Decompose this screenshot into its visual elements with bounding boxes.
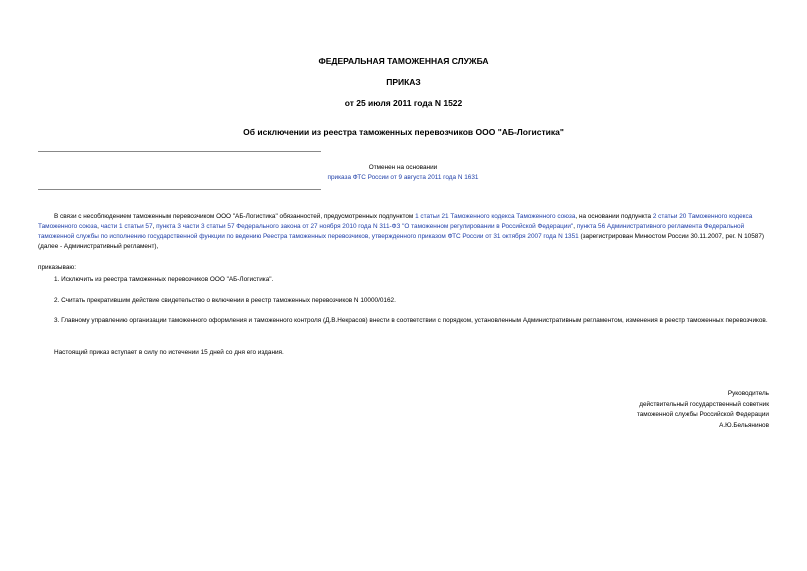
signature-block: [637, 389, 769, 431]
link-art20-tk[interactable]: 2 статьи 20 Таможенного кодекса Таможенного союза: [38, 213, 753, 230]
preamble-text: ,: [152, 223, 157, 230]
signature-position: Руководитель: [727, 390, 769, 397]
link-reglament[interactable]: пункта 56 Административного регламента Федеральной таможенной службы по исполнению государственной функции по ведению Реестра таможенных перевозчиков, утвержденного приказом ФТС России от 31 октября 2007 года N 1351: [38, 223, 745, 240]
signature-name: А.Ю.Бельянинов: [719, 421, 769, 429]
order-word: приказываю:: [38, 264, 76, 271]
link-art21-tk[interactable]: 1 статьи 21 Таможенного кодекса Таможенного союза: [415, 213, 576, 220]
doc-type-heading: ПРИКАЗ: [386, 77, 421, 87]
signature-service: таможенной службы Российской Федерации: [636, 411, 769, 418]
agency-heading: ФЕДЕРАЛЬНАЯ ТАМОЖЕННАЯ СЛУЖБА: [318, 56, 489, 66]
preamble-paragraph: [38, 212, 770, 252]
revocation-note: [248, 163, 558, 183]
item-3: 3. Главному управлению организации таможенного оформления и таможенного контроля (Д.В.Некрасов) внести в соответствии с порядком, установленным Административным регламентом, изменения в реестр таможенных перевозчиков.: [54, 317, 768, 324]
signature-rank: действительный государственный советник: [639, 400, 769, 408]
item-2: 2. Считать прекратившим действие свидетельство о включении в реестр таможенных перевозчиков N 10000/0162.: [54, 297, 396, 304]
link-311fz[interactable]: пункта 3 части 3 статьи 57 Федерального закона от 27 ноября 2010 года N 311-ФЗ "О таможенном регулировании в Российской Федерации": [156, 223, 574, 230]
revocation-line: Отменен на основании: [368, 164, 438, 171]
bottom-rule: [38, 189, 321, 190]
revocation-link[interactable]: приказа ФТС России от 9 августа 2011 года N 1631: [327, 174, 479, 181]
doc-date-number: от 25 июля 2011 года N 1522: [344, 98, 463, 108]
preamble-text: , на основании подпункта: [575, 213, 653, 220]
preamble-text: В связи с несоблюдением таможенным перевозчиком ООО "АБ-Логистика" обязанностей, предусмотренных подпунктом: [54, 213, 416, 220]
doc-title: Об исключении из реестра таможенных перевозчиков ООО "АБ-Логистика": [243, 127, 564, 137]
item-1: 1. Исключить из реестра таможенных перевозчиков ООО "АБ-Логистика".: [54, 276, 274, 283]
effective-clause: Настоящий приказ вступает в силу по истечении 15 дней со дня его издания.: [54, 349, 284, 356]
top-rule: [38, 151, 321, 152]
preamble-text: ,: [97, 223, 101, 230]
preamble-text: (зарегистрирован Минюстом России 30.11.2007, рег. N 10587) (далее - Административный регламент),: [38, 233, 765, 250]
preamble-text: ,: [573, 223, 577, 230]
link-part1-art57[interactable]: части 1 статьи 57: [100, 223, 153, 230]
